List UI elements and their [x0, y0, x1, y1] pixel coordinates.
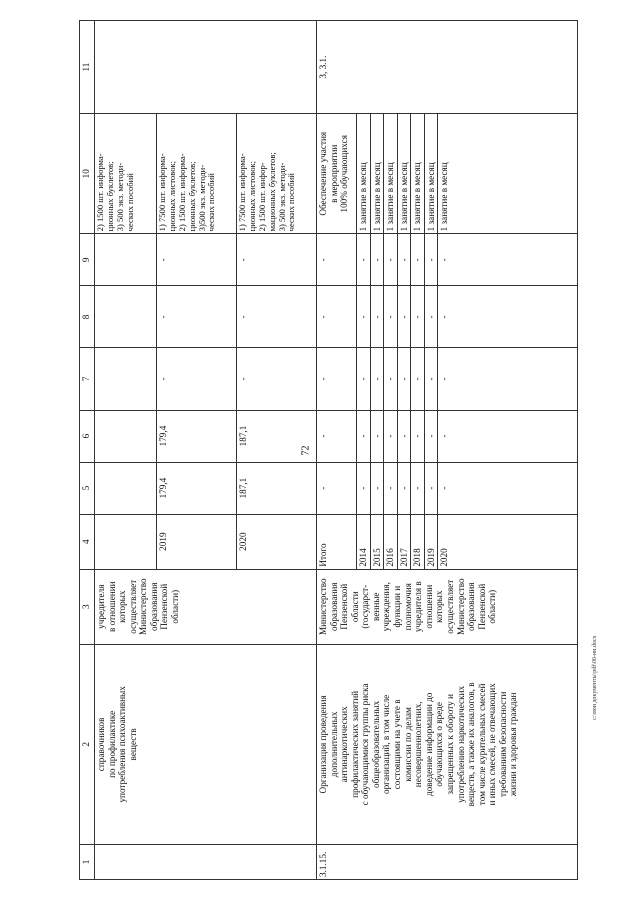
- executor-cell: Министерство образования Пензенской области (государст- венные учреждения, функции и полномочия учредителя в отношении которых осуществляет Министерство образования Пензенской области): [317, 569, 578, 644]
- result-cell: 1 занятие в месяц: [384, 114, 398, 234]
- year-cell: 2014: [357, 514, 371, 569]
- year-cell: 2019: [424, 514, 438, 569]
- header-cell: 11: [80, 21, 95, 114]
- year-cell: 2018: [411, 514, 425, 569]
- value-cell: -: [424, 348, 438, 410]
- value-cell: -: [397, 348, 411, 410]
- header-cell: 7: [80, 348, 95, 410]
- value-cell: -: [438, 462, 578, 514]
- value-cell: -: [384, 462, 398, 514]
- value-cell: -: [357, 410, 371, 462]
- value-cell: -: [237, 348, 317, 410]
- value-cell: -: [397, 234, 411, 286]
- result-cell: 1) 7500 шт. информа- ционных листовок; 2) 1500 шт. информа- ционных буклетов; 3)500 экз. методи- ческих пособий: [157, 114, 237, 234]
- footer-file-path: c:\мои документы\pdf\06-нн.docx: [592, 635, 598, 720]
- value-cell: 187,1: [237, 410, 317, 462]
- value-cell: -: [317, 286, 357, 348]
- value-cell: -: [411, 286, 425, 348]
- result-cell: 1) 7500 шт. информа- ционных листовок; 2) 1500 шт. инфор- мационных буклетов; 3) 500 экз. методи- ческих пособий: [237, 114, 317, 234]
- value-cell: -: [370, 286, 384, 348]
- value-cell: -: [384, 348, 398, 410]
- value-cell: -: [438, 286, 578, 348]
- result-cell: 1 занятие в месяц: [424, 114, 438, 234]
- value-cell: -: [357, 286, 371, 348]
- value-cell: -: [384, 286, 398, 348]
- program-table: [79, 20, 578, 880]
- header-cell: 4: [80, 514, 95, 569]
- indicator-cell: 3, 3.1.: [317, 21, 578, 114]
- value-cell: -: [370, 348, 384, 410]
- name-cell: Организация проведения дополнительных антинаркотических профилактических занятий с обучающимися группы риска общеобразовательных организаций, в том числе состоящими на учете в комиссии по делам несовершеннолетних, доведение информации до обучающихся о вреде запрещенных к обороту и употреблению наркотических веществ, а также их аналогов, в том числе курительных смесей и иных смесей, не отвечающих требованиям безопасности жизни и здоровья граждан: [317, 644, 578, 844]
- header-cell: 3: [80, 569, 95, 644]
- value-cell: -: [370, 410, 384, 462]
- value-cell: -: [157, 286, 237, 348]
- header-cell: 2: [80, 644, 95, 844]
- value-cell: -: [317, 410, 357, 462]
- value-cell: -: [357, 462, 371, 514]
- value-cell: -: [438, 348, 578, 410]
- header-cell: 6: [80, 410, 95, 462]
- value-cell: -: [370, 234, 384, 286]
- value-cell: 187,1: [237, 462, 317, 514]
- value-cell: -: [384, 410, 398, 462]
- value-cell: -: [237, 234, 317, 286]
- value-cell: 179,4: [157, 462, 237, 514]
- value-cell: -: [317, 348, 357, 410]
- result-cell: 1 занятие в месяц: [411, 114, 425, 234]
- year-cell: 2015: [370, 514, 384, 569]
- executor-cell: учредителя в отношении которых осуществляет Министерство образования Пензенской области): [95, 569, 317, 644]
- value-cell: -: [424, 234, 438, 286]
- result-cell: 1 занятие в месяц: [357, 114, 371, 234]
- rotated-table-sheet: [79, 20, 579, 880]
- year-cell: 2019: [157, 514, 237, 569]
- value-cell: -: [237, 286, 317, 348]
- value-cell: -: [411, 348, 425, 410]
- name-cell: справочников по профилактике употребления психоактивных веществ: [95, 644, 317, 844]
- value-cell: -: [357, 348, 371, 410]
- header-cell: 5: [80, 462, 95, 514]
- header-cell: 8: [80, 286, 95, 348]
- header-cell: 10: [80, 114, 95, 234]
- value-cell: -: [317, 462, 357, 514]
- table-row: [317, 21, 357, 880]
- value-cell: -: [438, 234, 578, 286]
- value-cell: -: [411, 410, 425, 462]
- value-cell: -: [317, 234, 357, 286]
- header-cell: 9: [80, 234, 95, 286]
- value-cell: -: [157, 348, 237, 410]
- value-cell: -: [397, 462, 411, 514]
- value-cell: -: [370, 462, 384, 514]
- header-row: [80, 21, 95, 880]
- result-cell: 1 занятие в месяц: [370, 114, 384, 234]
- value-cell: -: [397, 286, 411, 348]
- value-cell: -: [424, 410, 438, 462]
- value-cell: -: [424, 462, 438, 514]
- value-cell: -: [397, 410, 411, 462]
- result-cell: 1 занятие в месяц: [438, 114, 578, 234]
- code-cell: 3.1.15.: [317, 844, 578, 879]
- table-row: [95, 21, 157, 880]
- value-cell: -: [157, 234, 237, 286]
- year-cell: 2017: [397, 514, 411, 569]
- result-cell: 2) 1500 шт. информа- ционных буклетов; 3) 500 экз. методи- ческих пособий: [95, 114, 157, 234]
- header-cell: 1: [80, 844, 95, 879]
- value-cell: -: [411, 234, 425, 286]
- value-cell: -: [411, 462, 425, 514]
- value-cell: -: [384, 234, 398, 286]
- result-cell: 1 занятие в месяц: [397, 114, 411, 234]
- value-cell: -: [438, 410, 578, 462]
- code-cell: [95, 844, 317, 879]
- year-cell: 2020: [237, 514, 317, 569]
- value-cell: -: [424, 286, 438, 348]
- year-cell: 2016: [384, 514, 398, 569]
- value-cell: 179,4: [157, 410, 237, 462]
- value-cell: -: [357, 234, 371, 286]
- total-label: Итого: [317, 514, 357, 569]
- result-cell: Обеспечение участия в мероприятии 100% обучающихся: [317, 114, 357, 234]
- year-cell: 2020: [438, 514, 578, 569]
- page-number: 72: [300, 445, 312, 456]
